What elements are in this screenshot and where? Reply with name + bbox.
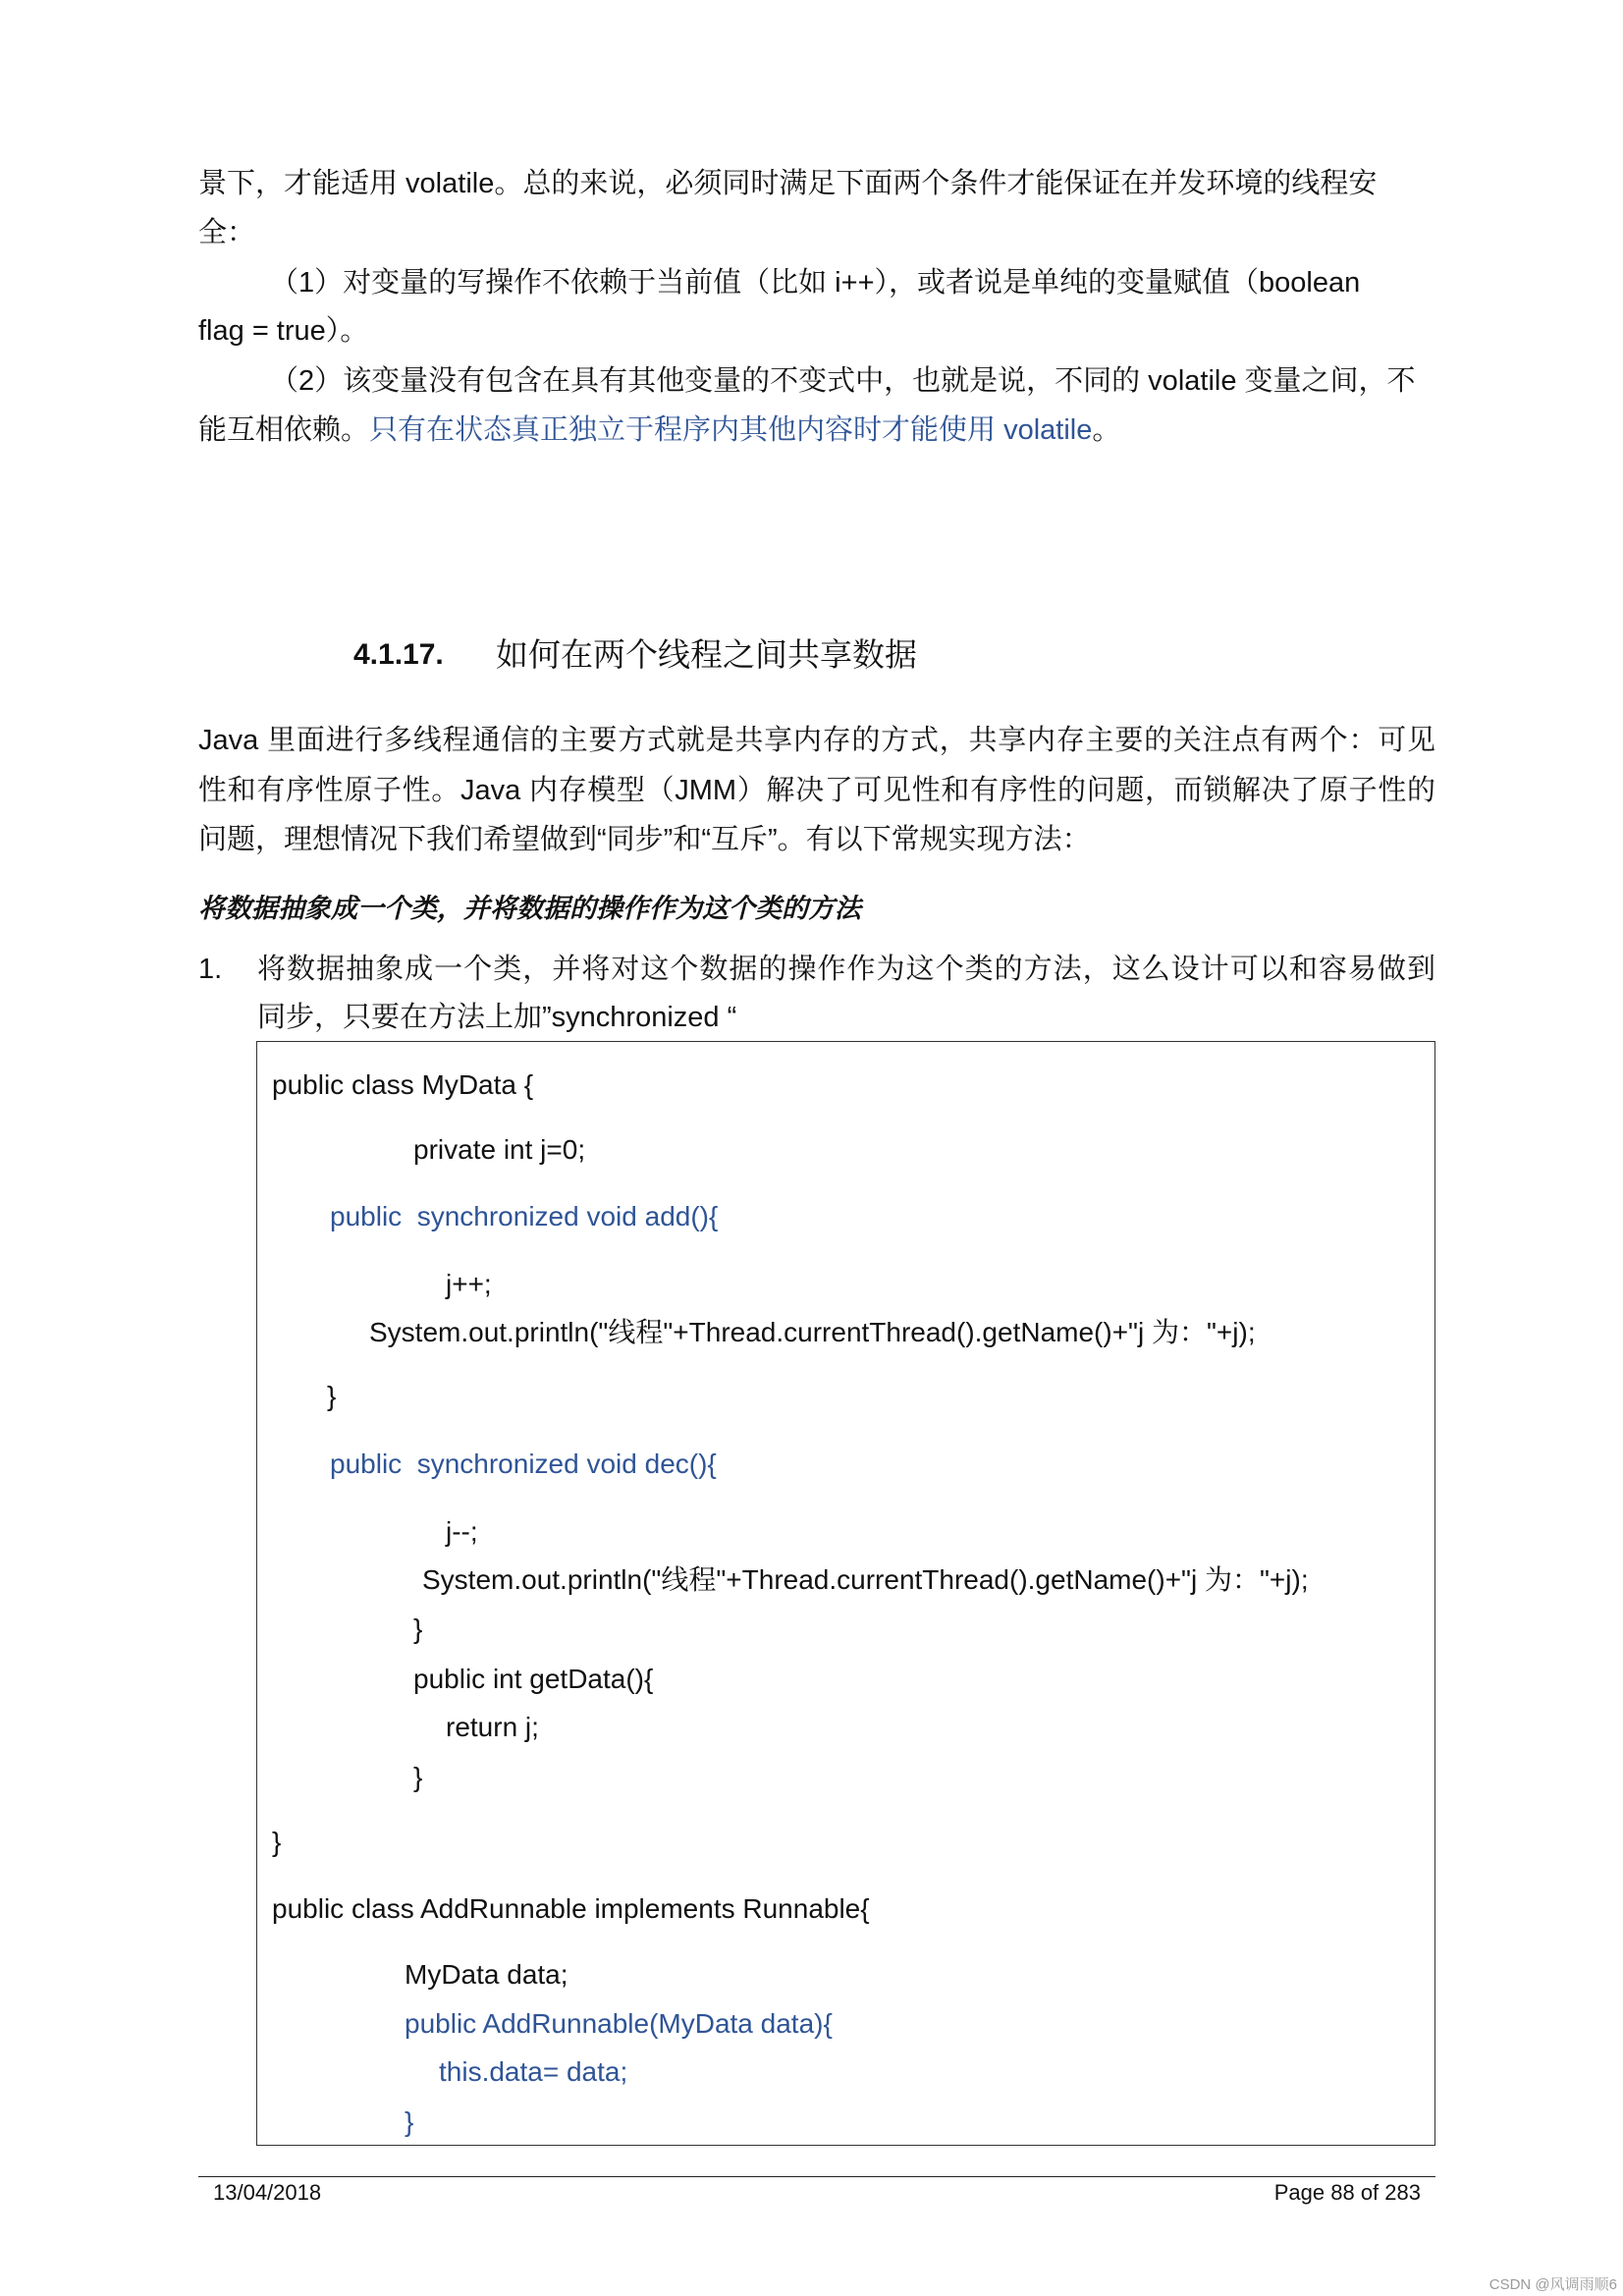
footer-date: 13/04/2018	[213, 2180, 322, 2205]
footer-page-number: Page 88 of 283	[1273, 2180, 1421, 2205]
condition-2-suffix: 。	[1092, 414, 1121, 446]
body-text-line: 全：	[198, 217, 256, 248]
code-line: public AddRunnable(MyData data){	[405, 2008, 833, 2039]
code-line: System.out.println("线程"+Thread.currentThread().getName()+"j 为："+j);	[369, 1317, 1256, 1347]
paragraph-line: 问题，理想情况下我们希望做到“同步”和“互斥”。有以下常规实现方法：	[198, 824, 1091, 855]
body-text-line: 景下，才能适用 volatile。总的来说，必须同时满足下面两个条件才能保证在并发环境的线程安	[198, 168, 1378, 199]
code-line: }	[405, 2106, 414, 2137]
code-line: }	[413, 1762, 423, 1792]
list-marker: 1.	[198, 954, 223, 985]
code-line: public synchronized void dec(){	[330, 1449, 717, 1479]
code-line: public class AddRunnable implements Runnable{	[272, 1893, 870, 1924]
code-line: }	[413, 1613, 423, 1644]
section-title: 如何在两个线程之间共享数据	[496, 636, 917, 673]
code-line: j++;	[446, 1269, 492, 1299]
code-line: j--;	[446, 1516, 478, 1547]
watermark: CSDN @风调雨顺6	[1488, 2276, 1617, 2293]
code-line: }	[272, 1827, 282, 1857]
code-line: public synchronized void add(){	[330, 1201, 719, 1231]
highlighted-sentence: 只有在状态真正独立于程序内其他内容时才能使用 volatile	[369, 414, 1093, 446]
condition-2-text: （2）该变量没有包含在具有其他变量的不变式中，也就是说，不同的 volatile 变量之间，不	[270, 365, 1416, 397]
code-line: MyData data;	[405, 1959, 568, 1990]
method-heading: 将数据抽象成一个类，并将数据的操作作为这个类的方法	[198, 894, 861, 923]
code-line: }	[327, 1381, 337, 1411]
condition-1-text: （1）对变量的写操作不依赖于当前值（比如 i++），或者说是单纯的变量赋值（boolean	[270, 267, 1361, 299]
paragraph-line: Java 里面进行多线程通信的主要方式就是共享内存的方式，共享内存主要的关注点有两个：可见	[198, 725, 1435, 756]
footer-divider	[198, 2176, 1435, 2177]
code-line: this.data= data;	[439, 2056, 628, 2087]
list-item-text: 将数据抽象成一个类，并将对这个数据的操作作为这个类的方法，这么设计可以和容易做到	[257, 954, 1435, 985]
section-number: 4.1.17.	[353, 638, 444, 671]
code-line: private int j=0;	[413, 1134, 586, 1165]
condition-2-prefix: 能互相依赖。	[198, 414, 370, 446]
paragraph-line: 性和有序性原子性。Java 内存模型（JMM）解决了可见性和有序性的问题，而锁解决了原子性的	[198, 775, 1435, 806]
code-line: return j;	[446, 1712, 539, 1742]
condition-1-text: flag = true）。	[198, 315, 369, 347]
list-item-text: 同步，只要在方法上加”synchronized “	[257, 1002, 737, 1033]
code-line: System.out.println("线程"+Thread.currentThread().getName()+"j 为："+j);	[422, 1564, 1309, 1595]
code-line: public int getData(){	[413, 1664, 654, 1694]
code-line: public class MyData {	[272, 1069, 534, 1100]
condition-2-text	[198, 410, 1120, 450]
